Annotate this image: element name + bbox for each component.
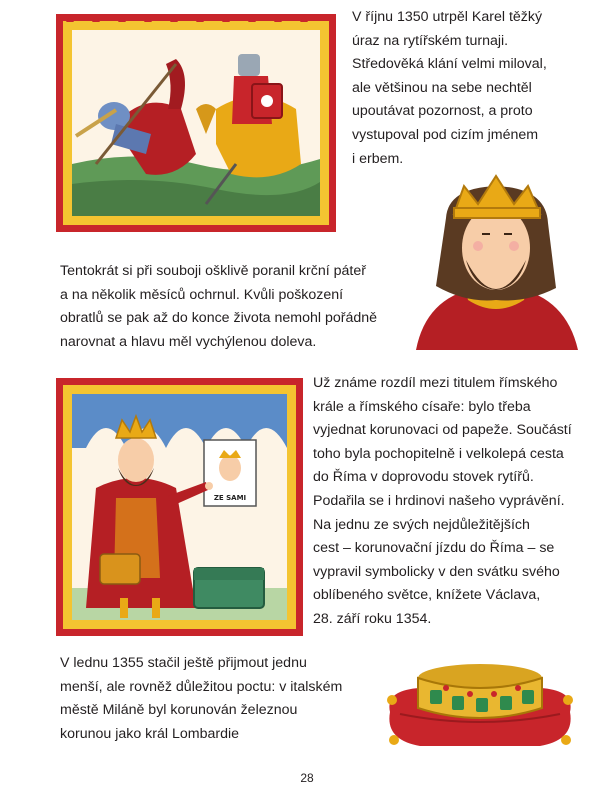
text-line: a na několik měsíců ochrnul. Kvůli poškození [60, 286, 344, 303]
text-line: vyjednat korunovaci od papeže. Součástí [313, 422, 572, 439]
coronation-journey-illustration [56, 378, 303, 636]
text-line: Podařila se i hrdinovi našeho vyprávění. [313, 492, 565, 509]
text-line: ale většinou na sebe nechtěl [352, 79, 532, 96]
text-line: Na jednu ze svých nejdůležitějších [313, 516, 530, 533]
text-line: úraz na rytířském turnaji. [352, 32, 509, 49]
king-portrait-illustration [406, 168, 586, 350]
poster-label: ZE SAMI [213, 494, 247, 502]
text-line: i erbem. [352, 150, 404, 167]
text-line: obratlů se pak až do konce života nemohl pořádně [60, 310, 378, 327]
paragraph-tournament-injury [352, 6, 547, 171]
text-line: vystupoval pod cizím jménem [352, 126, 539, 143]
text-line: narovnat a hlavu měl vychýlenou doleva. [60, 333, 317, 350]
text-line: oblíbeného světce, knížete Václava, [313, 587, 541, 604]
text-line: do Říma v doprovodu stovek rytířů. [313, 469, 534, 486]
tournament-illustration [56, 14, 336, 232]
text-line: vypravil symbolicky v den svátku svého [313, 563, 560, 580]
text-line: toho byla pochopitelně i velkolepá cesta [313, 445, 564, 462]
text-line: Tentokrát si při souboji ošklivě poranil krční páteř [60, 263, 366, 279]
text-line: V lednu 1355 stačil ještě přijmout jednu [60, 655, 307, 671]
page-number: 28 [300, 771, 314, 785]
text-line: krále a římského císaře: bylo třeba [313, 398, 531, 415]
text-line: korunou jako král Lombardie [60, 725, 240, 742]
paragraph-iron-crown [60, 652, 342, 746]
text-line: menší, ale rovněž důležitou poctu: v italském [60, 678, 343, 695]
text-line: městě Miláně byl korunován železnou [60, 702, 298, 719]
iron-crown-illustration [380, 650, 580, 756]
paragraph-rome-coronation [313, 372, 572, 632]
text-line: 28. září roku 1354. [313, 610, 432, 627]
text-line: Středověká klání velmi miloval, [352, 56, 547, 73]
text-line: upoutávat pozornost, a proto [352, 103, 533, 120]
text-line: V říjnu 1350 utrpěl Karel těžký [352, 9, 543, 25]
text-line: Už známe rozdíl mezi titulem římského [313, 375, 558, 391]
paragraph-spine-injury [60, 260, 377, 354]
text-line: cest – korunovační jízdu do Říma – se [313, 540, 555, 557]
